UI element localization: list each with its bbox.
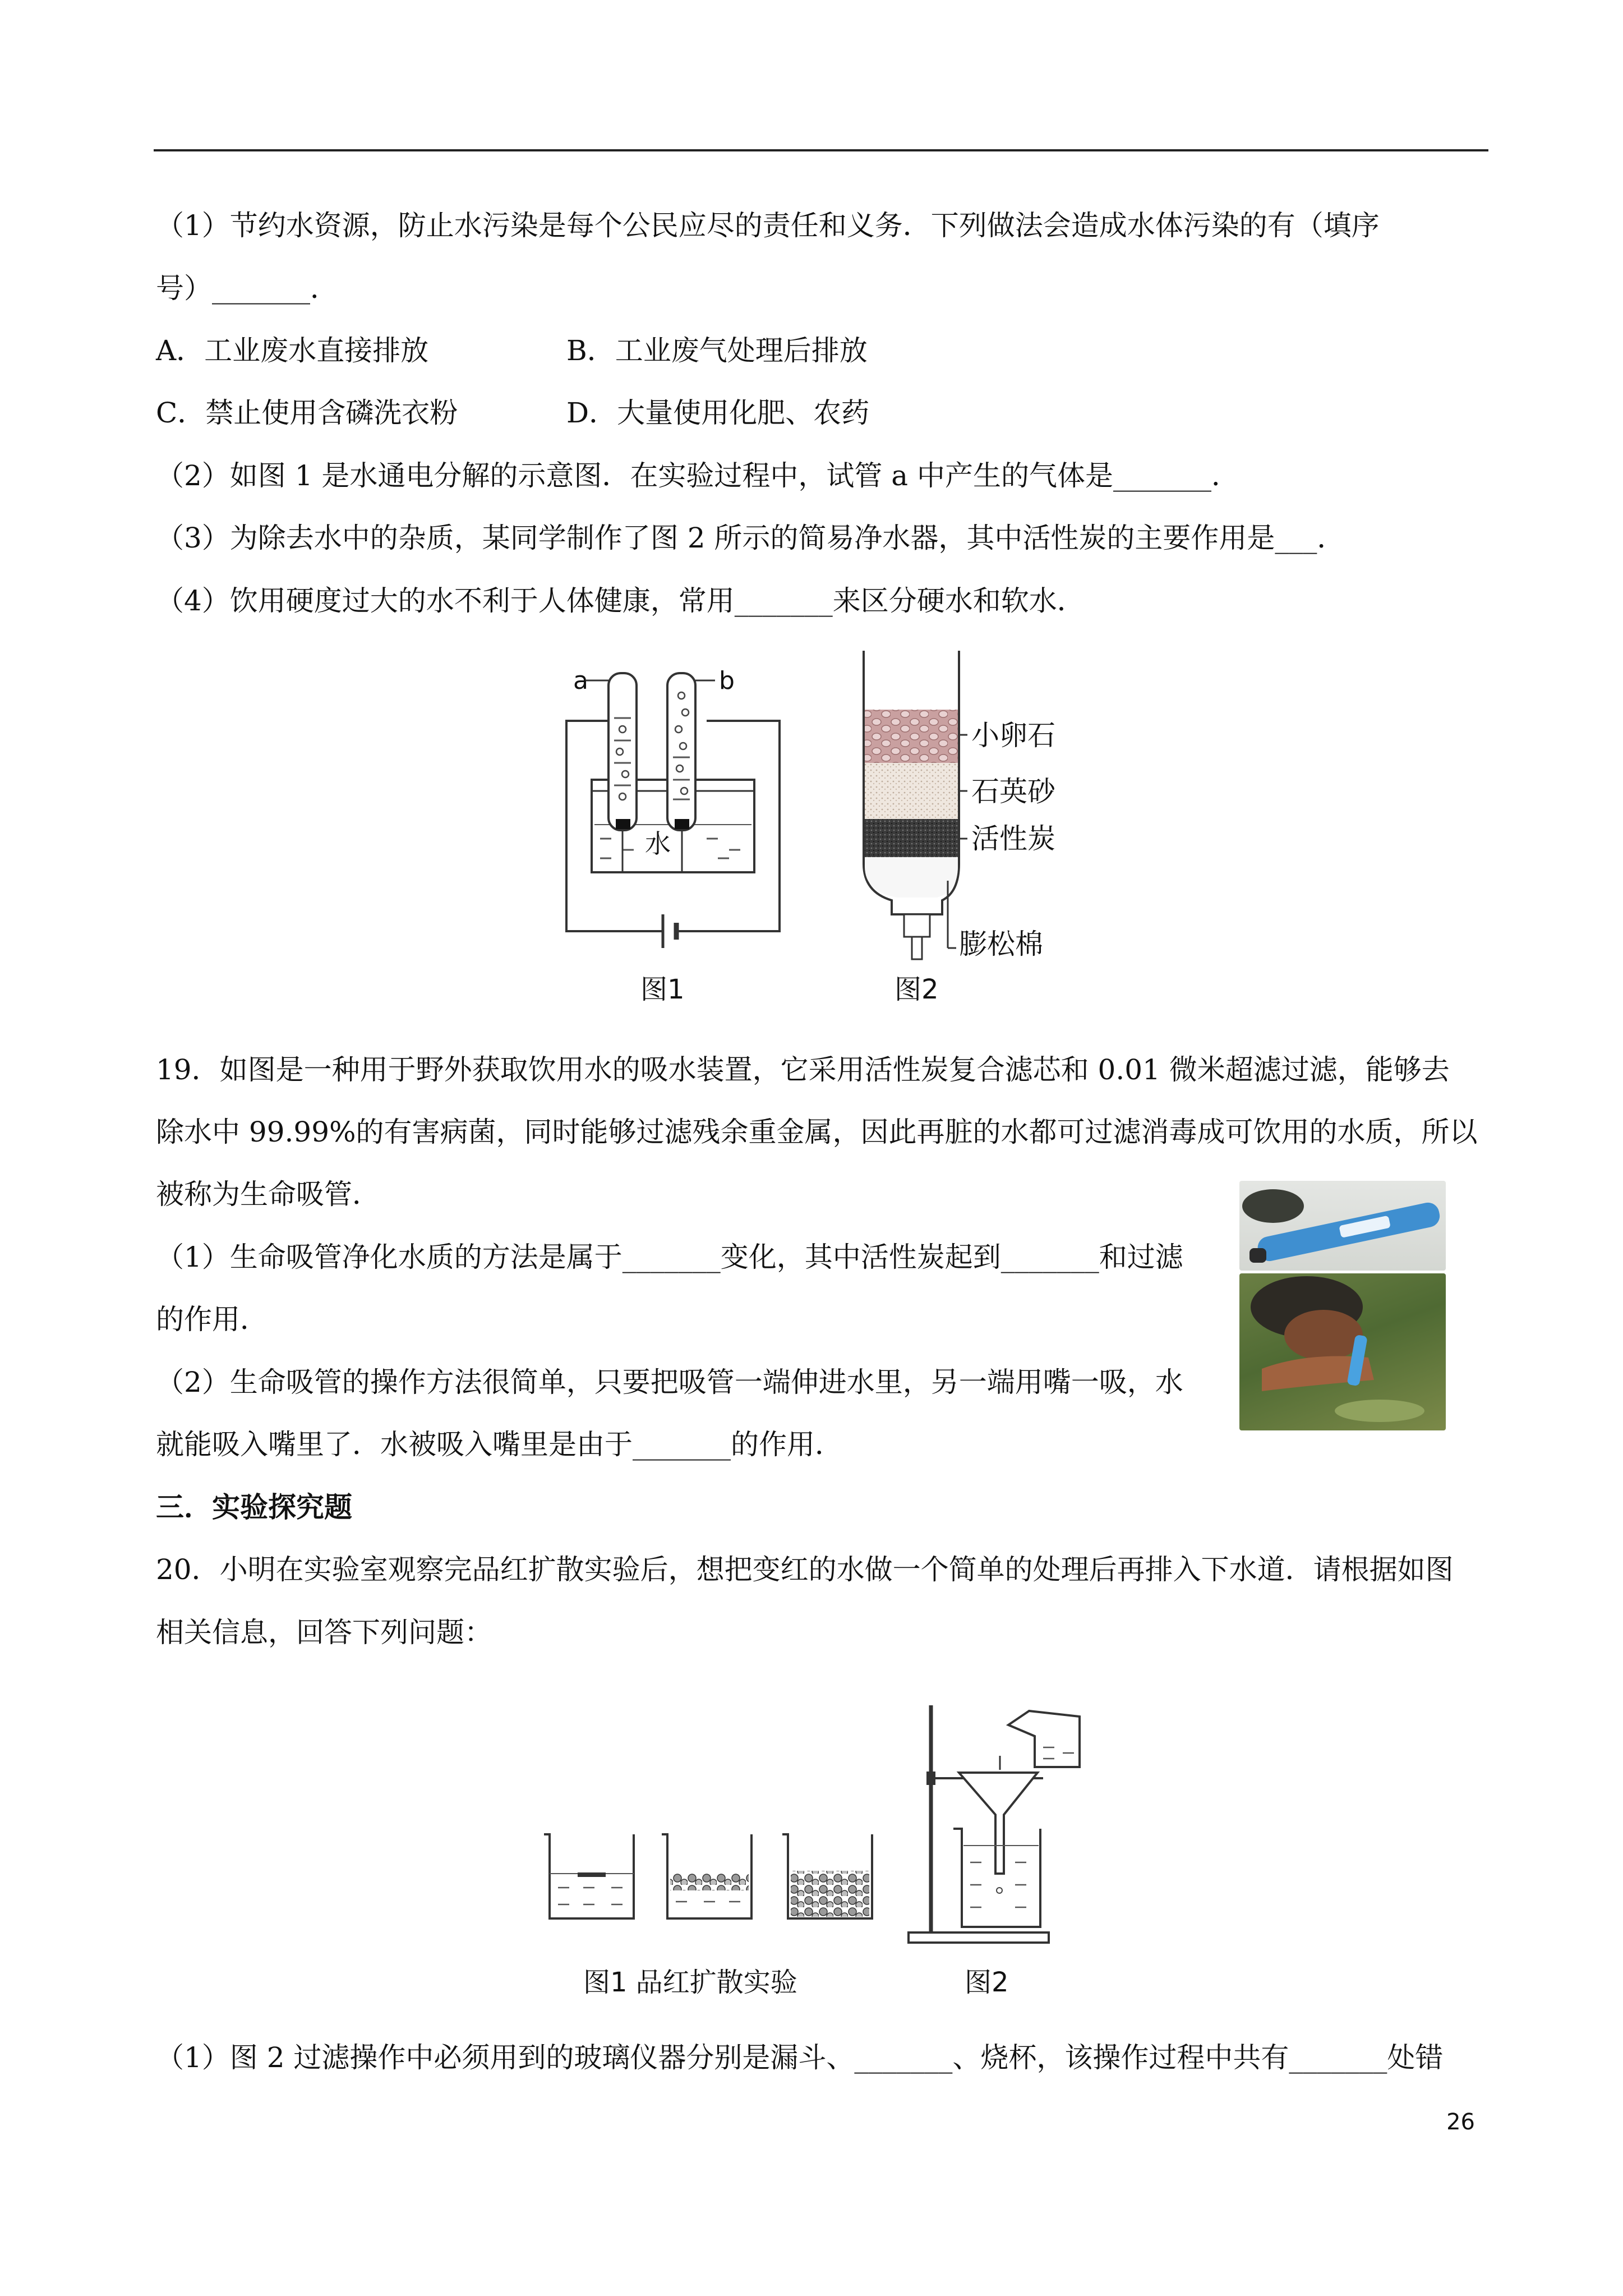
photo-person-drinking [1239,1273,1446,1430]
figure-water-purifier [852,645,1116,1004]
header-rule [154,149,1488,151]
q19-part1-line2: 的作用． [156,1303,268,1336]
figure2-filtration-caption: 图2 [965,1967,1009,1998]
q19-line2: 除水中 99.99%的有害病菌，同时能够过滤残余重金属，因此再脏的水都可过滤消毒成可饮用的水质，所以 [156,1116,1478,1148]
section-experimental-inquiry: 三．实验探究题 [156,1490,352,1524]
figure2-caption: 图2 [895,974,939,1004]
photo-life-straw [1239,1181,1446,1271]
layer-quartz-sand: 石英砂 [971,775,1055,808]
label-b: b [719,666,735,695]
q19-part1-line1: （1）生命吸管净化水质的方法是属于_______变化，其中活性炭起到_______和过滤 [156,1241,1183,1273]
page-number: 26 [1446,2109,1475,2135]
layer-activated-carbon: 活性炭 [971,822,1055,855]
q19-part2-line1: （2）生命吸管的操作方法很简单，只要把吸管一端伸进水里，另一端用嘴一吸，水 [156,1366,1183,1398]
q19-line3: 被称为生命吸管． [156,1178,380,1211]
q18-part4: （4）饮用硬度过大的水不利于人体健康，常用_______来区分硬水和软水． [156,585,1085,617]
figure1-caption: 图1 [640,974,685,1004]
figure-electrolysis [538,656,852,1004]
q20-part1: （1）图 2 过滤操作中必须用到的玻璃仪器分别是漏斗、_______、烧杯，该操作过程中共有_______处错 [156,2041,1444,2074]
figure1-diffusion-caption: 图1 品红扩散实验 [583,1967,797,1998]
q20-line2: 相关信息，回答下列问题： [156,1616,492,1649]
label-water: 水 [645,829,671,859]
q18-part3: （3）为除去水中的杂质，某同学制作了图 2 所示的简易净水器，其中活性炭的主要作用是___． [156,522,1345,554]
figure-diffusion-filtration [527,1694,1122,2014]
q18-part2: （2）如图 1 是水通电分解的示意图．在实验过程中，试管 a 中产生的气体是_______． [156,459,1240,492]
q18-option-d: D．大量使用化肥、农药 [566,397,870,429]
q18-part1-line1: （1）节约水资源，防止水污染是每个公民应尽的责任和义务．下列做法会造成水体污染的有（填序 [156,209,1380,242]
q18-part1-line2: 号）_______． [156,272,338,305]
q20-line1: 20．小明在实验室观察完品红扩散实验后，想把变红的水做一个简单的处理后再排入下水道．请根据如图 [156,1553,1454,1586]
layer-cotton: 膨松棉 [959,928,1043,960]
q18-option-c: C．禁止使用含磷洗衣粉 [156,397,458,429]
label-a: a [573,666,588,695]
q18-option-a: A．工业废水直接排放 [156,334,429,367]
layer-pebbles: 小卵石 [971,719,1055,752]
q18-option-b: B．工业废气处理后排放 [566,334,868,367]
q19-line1: 19．如图是一种用于野外获取饮用水的吸水装置，它采用活性炭复合滤芯和 0.01 微米超滤过滤，能够去 [156,1053,1450,1086]
q19-part2-line2: 就能吸入嘴里了．水被吸入嘴里是由于_______的作用． [156,1428,843,1461]
